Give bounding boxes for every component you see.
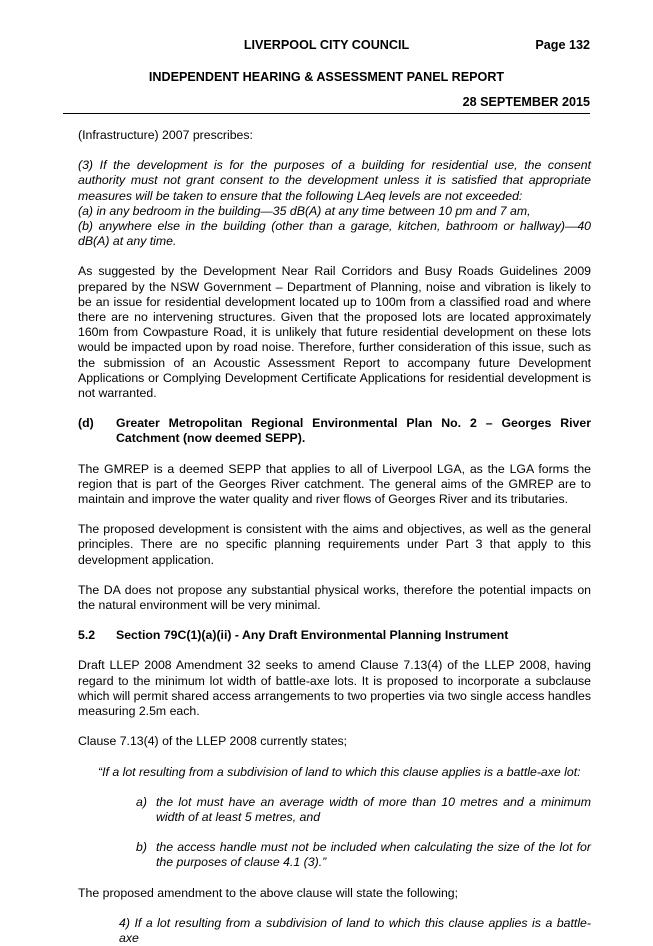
section-heading-d-text: Greater Metropolitan Regional Environmental Plan No. 2 – Georges River Catchment (now deemed SEPP). [116, 416, 591, 446]
section-heading-5-2-label: 5.2 [78, 628, 96, 643]
paragraph-intro: (Infrastructure) 2007 prescribes: [78, 128, 253, 142]
clause-3b-text: (b) anywhere else in the building (other than a garage, kitchen, bathroom or hallway)—40 dB(A) at any time. [78, 219, 591, 249]
header-report-title: INDEPENDENT HEARING & ASSESSMENT PANEL REPORT [148, 70, 505, 84]
header-divider [63, 113, 590, 114]
paragraph-clause-states: Clause 7.13(4) of the LLEP 2008 currently states; [78, 734, 348, 749]
list-item-a [78, 795, 591, 825]
list-item-a-label: a) [136, 794, 147, 809]
section-heading-5-2-text: Section 79C(1)(a)(ii) - Any Draft Environmental Planning Instrument [116, 628, 509, 643]
paragraph-amendment: The proposed amendment to the above clause will state the following; [78, 885, 459, 900]
list-item-b [78, 840, 591, 870]
list-item-b-label: b) [136, 840, 147, 855]
section-heading-d-label: (d) [78, 416, 94, 431]
clause-3-text: (3) If the development is for the purposes of a building for residential use, the consent authority must not grant consent to the development unless it is satisfied that appropriate measures will be taken to ensure that the following LAeq levels are not exceeded: [78, 158, 591, 203]
document-body [78, 128, 591, 946]
section-heading-5-2 [78, 628, 591, 643]
paragraph-gmrep-3: The DA does not propose any substantial physical works, therefore the potential impacts on the natural environment will be very minimal. [78, 582, 591, 613]
quote-clause-4: 4) If a lot resulting from a subdivision of land to which this clause applies is a battle-axe [119, 915, 591, 945]
paragraph-gmrep-2: The proposed development is consistent with the aims and objectives, as well as the general principles. There are no specific planning requirements under Part 3 that apply to this development application. [78, 522, 591, 567]
section-heading-d [78, 416, 591, 446]
paragraph-draft-llep: Draft LLEP 2008 Amendment 32 seeks to amend Clause 7.13(4) of the LLEP 2008, having regard to the minimum lot width of battle-axe lots. It is proposed to incorporate a subclause which will permit shared access arrangements to two properties via two single access handles measuring 2.5m each. [78, 658, 591, 719]
header-council-name: LIVERPOOL CITY COUNCIL [243, 38, 410, 52]
clause-3a-text: (a) in any bedroom in the building—35 dB(A) at any time between 10 pm and 7 am, [78, 203, 531, 218]
paragraph-gmrep-1: The GMREP is a deemed SEPP that applies to all of Liverpool LGA, as the LGA forms the region that is part of the Georges River catchment. The general aims of the GMREP are to maintain and improve the water quality and river flows of Georges River and its tributaries. [78, 461, 591, 507]
header-page-number: Page 132 [535, 38, 590, 52]
quote-lead: “If a lot resulting from a subdivision of land to which this clause applies is a battle-axe lot: [98, 764, 581, 779]
list-item-b-text: the access handle must not be included when calculating the size of the lot for the purposes of clause 4.1 (3).” [156, 840, 591, 870]
list-item-a-text: the lot must have an average width of more than 10 metres and a minimum width of at least 5 metres, and [156, 794, 591, 824]
paragraph-noise: As suggested by the Development Near Rail Corridors and Busy Roads Guidelines 2009 prepared by the NSW Government – Department of Planning, noise and vibration is likely to be an issue for residential development located up to 100m from a classified road and where there are no intervening structures. Given that the proposed lots are located approximately 160m from Cowpasture Road, it is unlikely that future residential development on these lots would be impacted upon by road noise. Therefore, further consideration of this issue, such as the submission of an Acoustic Assessment Report to accompany future Development Applications or Complying Development Certificate Applications for residential development is not warranted. [78, 264, 591, 401]
header-date: 28 SEPTEMBER 2015 [462, 95, 590, 109]
